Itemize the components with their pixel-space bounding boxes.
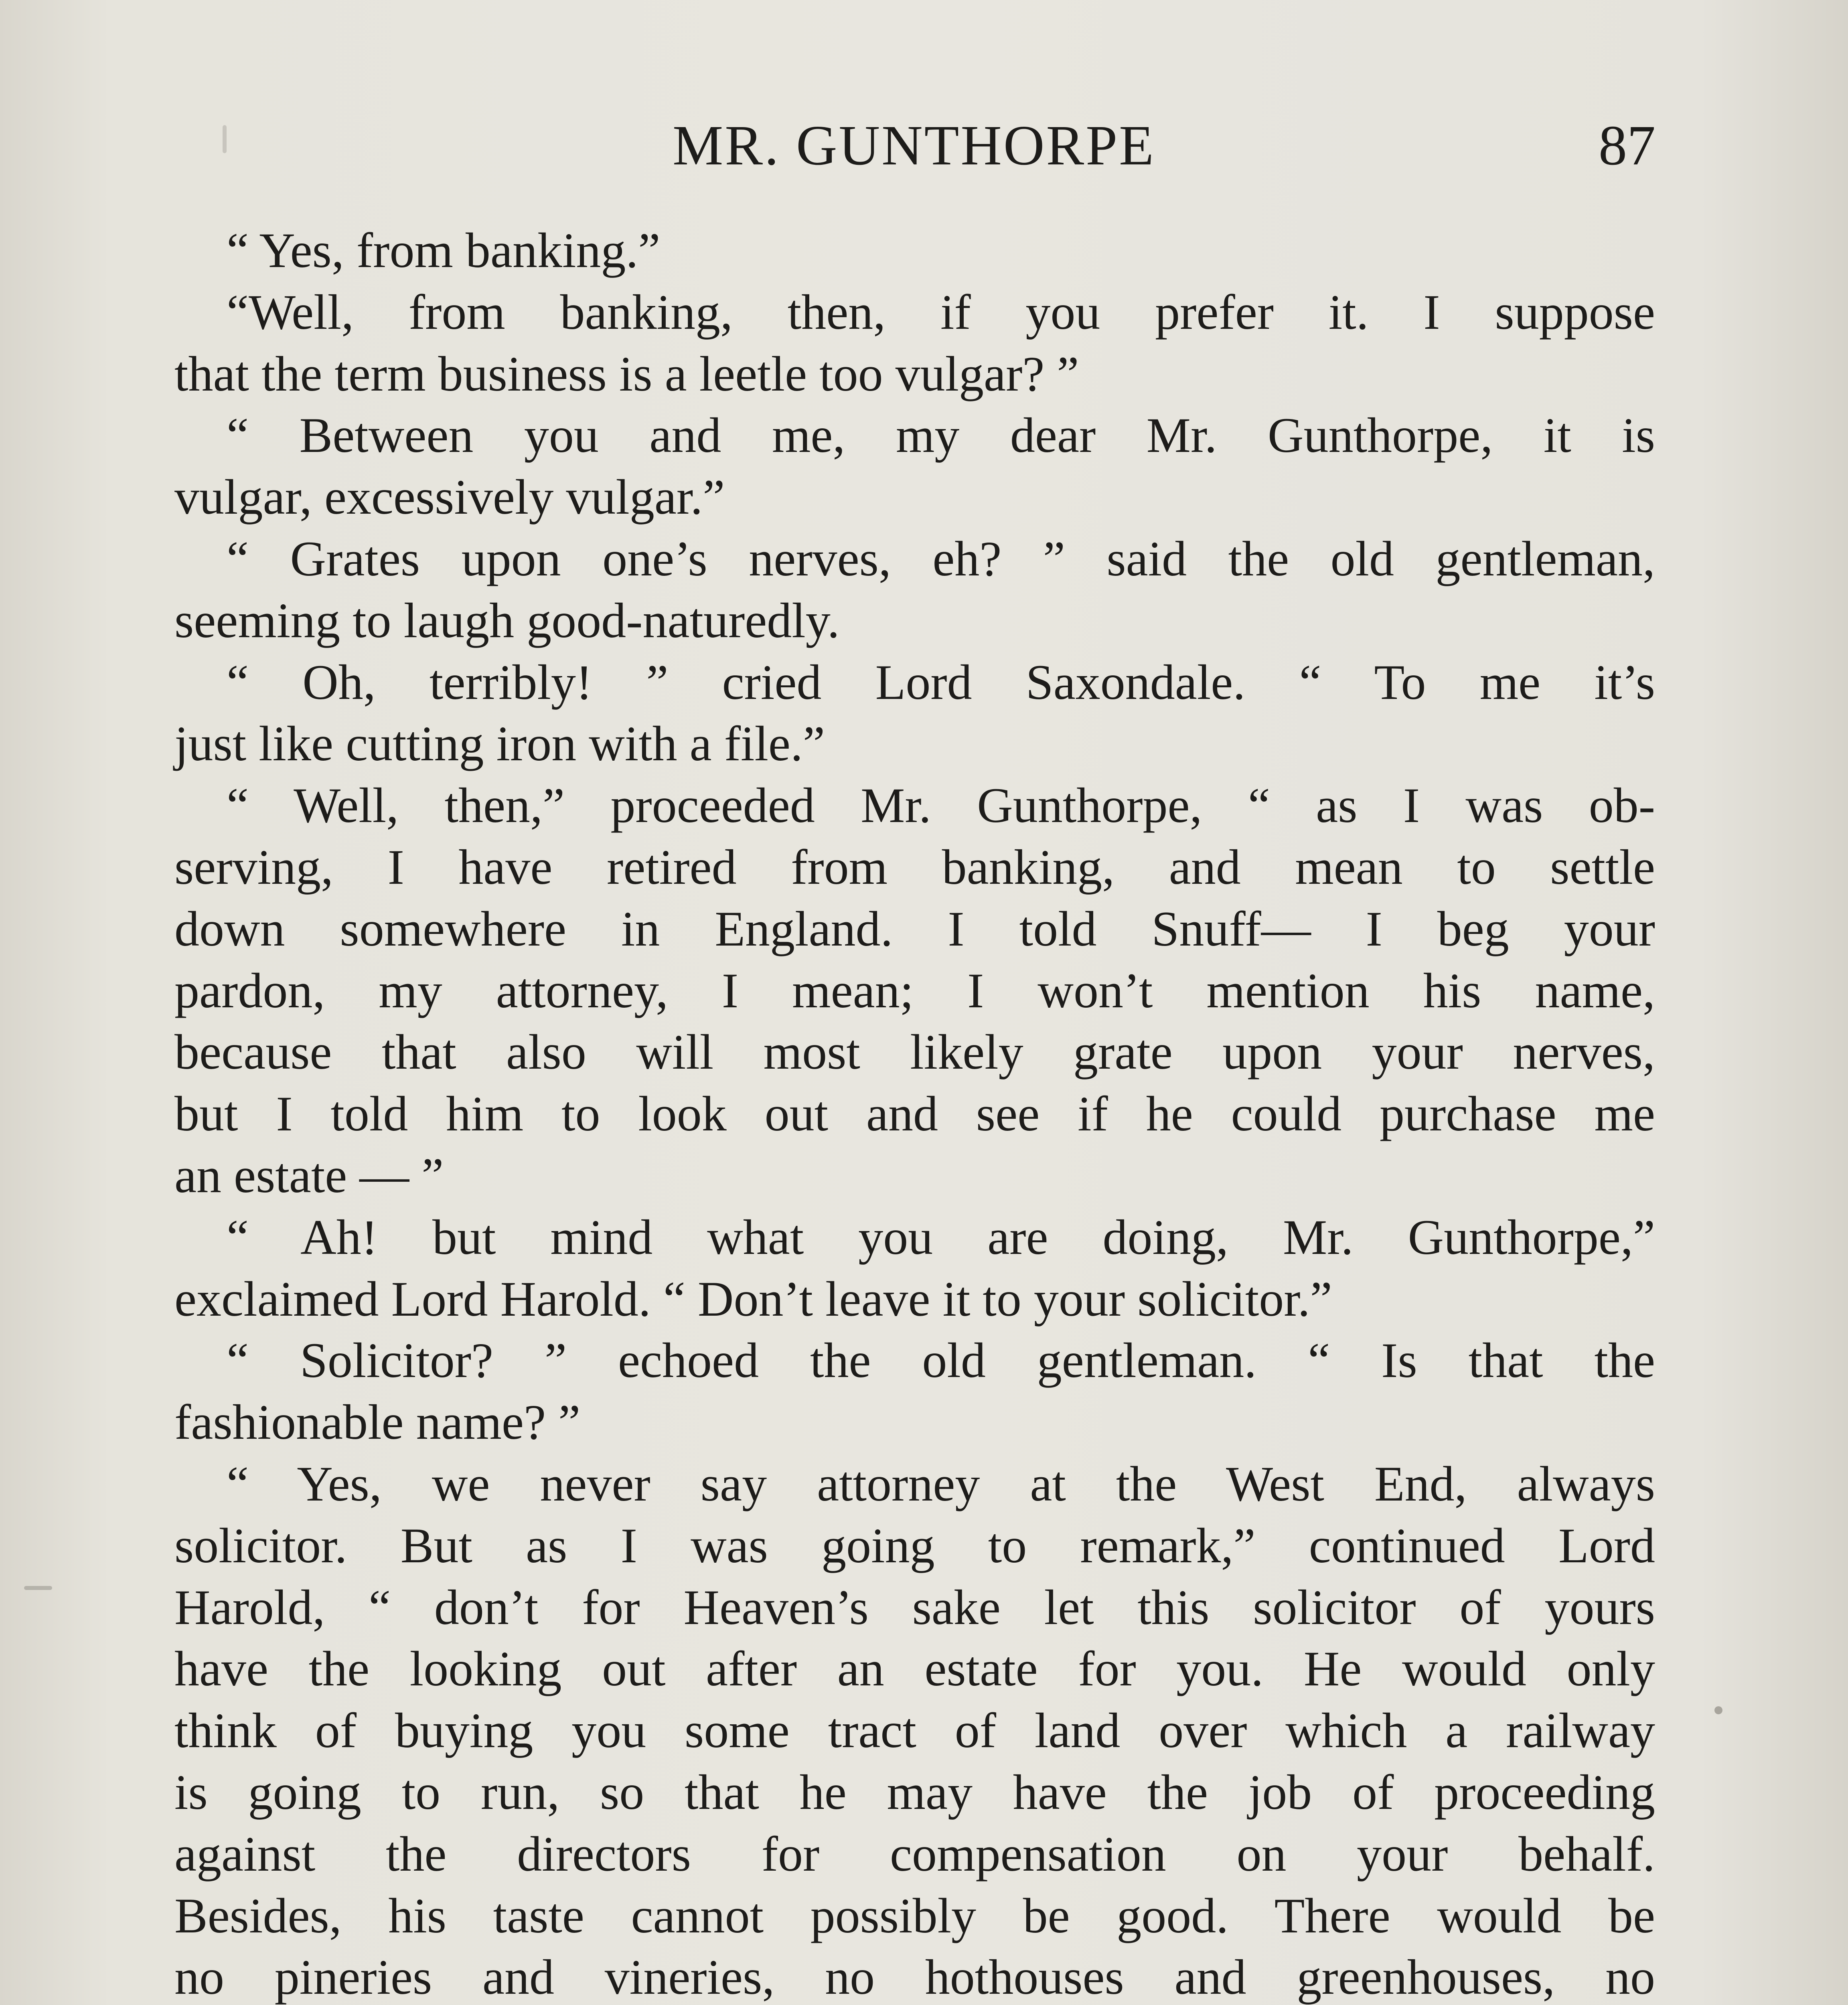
text-line: seeming to laugh good-naturedly. [174,593,840,648]
text-line: have the looking out after an estate for you. He would only [174,1641,1655,1697]
text-line: “ Between you and me, my dear Mr. Gunthorpe, it is [227,408,1655,463]
text-line: that the term business is a leetle too vulgar? ” [174,346,1079,401]
text-line: “ Yes, from banking.” [227,223,661,278]
text-line: is going to run, so that he may have the job of proceeding [174,1764,1655,1820]
text-line: “ Yes, we never say attorney at the West End, always [227,1456,1655,1511]
text-line: “Well, from banking, then, if you prefer it. I suppose [227,284,1655,340]
text-line: solicitor. But as I was going to remark,” continued Lord [174,1518,1655,1573]
text-line: but I told him to look out and see if he could purchase me [174,1086,1655,1142]
body-text [174,220,1655,2005]
text-line: pardon, my attorney, I mean; I won’t mention his name, [174,963,1655,1018]
text-line: serving, I have retired from banking, and mean to settle [174,839,1655,895]
text-line: “ Oh, terribly! ” cried Lord Saxondale. “ To me it’s [227,654,1655,710]
text-line: “ Ah! but mind what you are doing, Mr. Gunthorpe,” [227,1209,1655,1265]
text-line: because that also will most likely grate upon your nerves, [174,1025,1655,1080]
text-line: think of buying you some tract of land over which a railway [174,1703,1655,1758]
page-number: 87 [1599,113,1656,177]
text-line: “ Solicitor? ” echoed the old gentleman. “ Is that the [227,1333,1655,1388]
running-title: MR. GUNTHORPE [673,113,1155,177]
ink-speck [24,1586,52,1590]
text-line: fashionable name? ” [174,1395,581,1450]
text-line: down somewhere in England. I told Snuff— I beg your [174,901,1655,956]
text-line: no pineries and vineries, no hothouses and greenhouses, no [174,1950,1655,2005]
running-head [172,105,1656,185]
text-line: an estate — ” [174,1148,444,1203]
text-line: “ Grates upon one’s nerves, eh? ” said the old gentleman, [227,531,1655,586]
text-line: exclaimed Lord Harold. “ Don’t leave it to your solicitor.” [174,1271,1332,1327]
text-line: just like cutting iron with a file.” [174,716,825,772]
text-line: Besides, his taste cannot possibly be good. There would be [174,1888,1655,1943]
text-line: Harold, “ don’t for Heaven’s sake let this solicitor of yours [174,1580,1655,1635]
ink-speck [1714,1706,1722,1714]
text-line: vulgar, excessively vulgar.” [174,470,725,525]
text-line: “ Well, then,” proceeded Mr. Gunthorpe, “ as I was ob- [227,778,1655,833]
ink-speck [223,125,227,153]
text-line: against the directors for compensation on your behalf. [174,1826,1655,1881]
